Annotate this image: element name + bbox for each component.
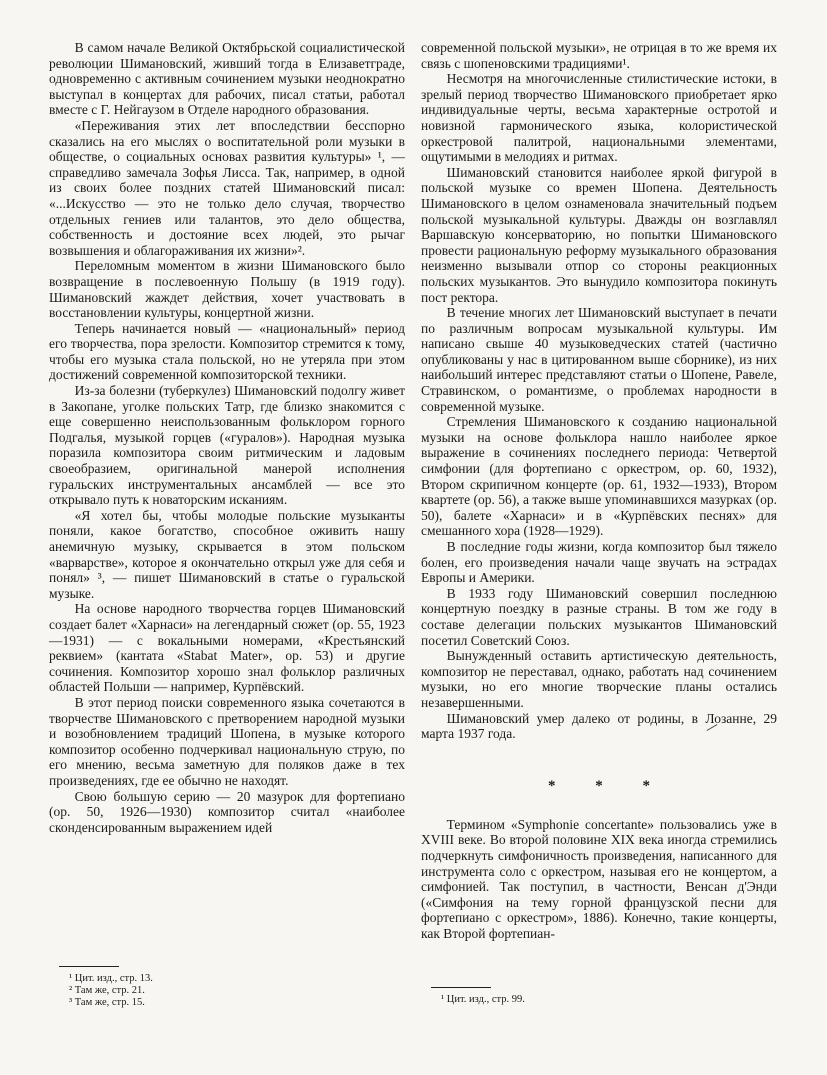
footnote: ² Там же, стр. 21. — [69, 985, 145, 996]
footnote: ³ Там же, стр. 15. — [69, 997, 145, 1008]
footnote: ¹ Цит. изд., стр. 99. — [441, 994, 525, 1005]
paragraph: В последние годы жизни, когда композитор был тяжело болен, его произведения начали чаще звучать на эстрадах Европы и Америки. — [421, 539, 777, 586]
paragraph: Теперь начинается новый — «национальный» период его творчества, пора зрелости. Композитор стремится к тому, чтобы его музыка стала польской, но не утеряла при этом достижений современной композиторской техники. — [49, 320, 405, 383]
paragraph: Переломным моментом в жизни Шимановского было возвращение в послевоенную Польшу (в 1919 году). Шимановский жаждет действия, хочет участвовать в восстановлении культуры, концертной жизни. — [49, 258, 405, 321]
paragraph: В течение многих лет Шимановский выступает в печати по различным вопросам музыкальной культуры. Им написано свыше 40 музыковедческих статей (частично опубликованы у нас в цитированном выше сборнике), из них наибольший интерес представляют статьи о Шопене, Равеле, Стравинском, о романтизме, о проблемах народности в современной музыке. — [421, 305, 777, 414]
right-column — [421, 40, 777, 941]
left-column — [49, 40, 405, 835]
footnote: ¹ Цит. изд., стр. 13. — [69, 973, 153, 984]
section-separator: * * * — [548, 777, 668, 794]
paragraph: Стремления Шимановского к созданию национальной музыки на основе фольклора нашло наиболее яркое выражение в сочинениях последнего периода: Четвертой симфонии (для фортепиано с оркестром, ор. 60, 1932), Втором скрипичном концерте (ор. 61, 1932—1933), Втором квартете (ор. 56), а также выше упоминавшихся мазурках (ор. 50), балете «Харнаси» и в «Курпёвских песнях» для смешанного хора (1928—1929). — [421, 414, 777, 539]
footnote-rule — [431, 987, 491, 988]
paragraph: На основе народного творчества горцев Шимановский создает балет «Харнаси» на легендарный сюжет (ор. 55, 1923—1931) — с вокальными номерами, «Крестьянский реквием» (кантата «Stabat Mater», ор. 53) и другие сочинения. Композитор хорошо знал фольклор различных областей Польши — например, Курпёвский. — [49, 601, 405, 695]
paragraph: Вынужденный оставить артистическую деятельность, композитор не переставал, однако, работать над сочинением музыки, но его многие творческие планы остались незавершенными. — [421, 648, 777, 710]
paragraph: В самом начале Великой Октябрьской социалистической революции Шимановский, живший тогда в Елизаветграде, одновременно с активным сочинением музыки неоднократно выступал в концертах для рабочих, писал статьи, работал вместе с Г. Нейгаузом в Отделе народного образования. — [49, 40, 405, 118]
paragraph: «Переживания этих лет впоследствии бесспорно сказались на его мыслях о воспитательной роли музыки в обществе, о социальных основах развития культуры» ¹, — справедливо замечала Зофья Лисса. Так, например, в одной из своих более поздних статей Шимановский писал: «...Искусство — это не только дело случая, творчество отдельных гениев или талантов, это дело общества, собственность и достояние всех людей, это рычаг возвышения и облагораживания их жизни»². — [49, 117, 405, 258]
paragraph: Несмотря на многочисленные стилистические истоки, в зрелый период творчество Шимановского приобретает ярко индивидуальные черты, весьма характерные остротой и новизной гармонического языка, колористической оркестровой палитрой, национальными элементами, ощутимыми в мелодиях и ритмах. — [421, 71, 777, 165]
right-footnotes — [421, 987, 621, 1006]
paragraph: Шимановский умер далеко от родины, в Лозанне, 29 марта 1937 года. — [421, 710, 777, 742]
footnote-rule — [59, 966, 119, 967]
left-footnotes — [49, 966, 249, 1009]
paragraph: Термином «Symphonie concertante» пользовались уже в XVIII веке. Во второй половине XIX века иногда стремились подчеркнуть симфоничность произведения, написанного для инструмента соло с оркестром, называя его не концертом, а симфонией. Так поступил, в частности, Венсан д'Энди («Симфония на тему горной французской песни для фортепиано с оркестром», 1886). Конечно, такие концерты, как Второй фортепиан- — [421, 816, 777, 941]
paragraph: В этот период поиски современного языка сочетаются в творчестве Шимановского с претворением народной музыки и возобновлением традиций Шопена, в музыке которого композитор особенно подчеркивал национальную струю, по его мнению, весьма заметную для поляков даже в тех произведениях, где ее обычно не находят. — [49, 694, 405, 788]
paragraph: В 1933 году Шимановский совершил последнюю концертную поездку в разные страны. В том же году в составе делегации польских музыкантов Шимановский посетил Советский Союз. — [421, 585, 777, 648]
paragraph: Из-за болезни (туберкулез) Шимановский подолгу живет в Закопане, уголке польских Татр, где близко знакомится с еще совершенно неиспользованным фольклором горного Подгалья, музыкой горцев («гуралов»). Народная музыка поразила композитора своим ритмическим и ладовым своеобразием, оригинальной манерой исполнения гуральских инструментальных ансамблей — все это открывало путь к новаторским исканиям. — [49, 383, 405, 508]
paragraph: Свою большую серию — 20 мазурок для фортепиано (ор. 50, 1926—1930) композитор считал «наиболее сконденсированным выражением идей — [49, 788, 405, 835]
paragraph: «Я хотел бы, чтобы молодые польские музыканты поняли, какое богатство, способное оживить нашу анемичную музыку, скрывается в этом польском «варварстве», которое я окончательно открыл уже для себя и понял» ³, — пишет Шимановский в статье о гуральской музыке. — [49, 507, 405, 601]
paragraph: Шимановский становится наиболее яркой фигурой в польской музыке со времен Шопена. Деятельность Шимановского в целом ознаменовала значительный подъем польской музыкальной культуры. Дважды он возглавлял Варшавскую консерваторию, но попытки Шимановского провести рациональную реформу музыкального образования неизменно вызывали отпор со стороны реакционных польских музыкантов. Это вынудило композитора покинуть пост ректора. — [421, 164, 777, 305]
paragraph-continuation: современной польской музыки», не отрицая в то же время их связь с шопеновскими традициями¹. — [421, 40, 777, 71]
